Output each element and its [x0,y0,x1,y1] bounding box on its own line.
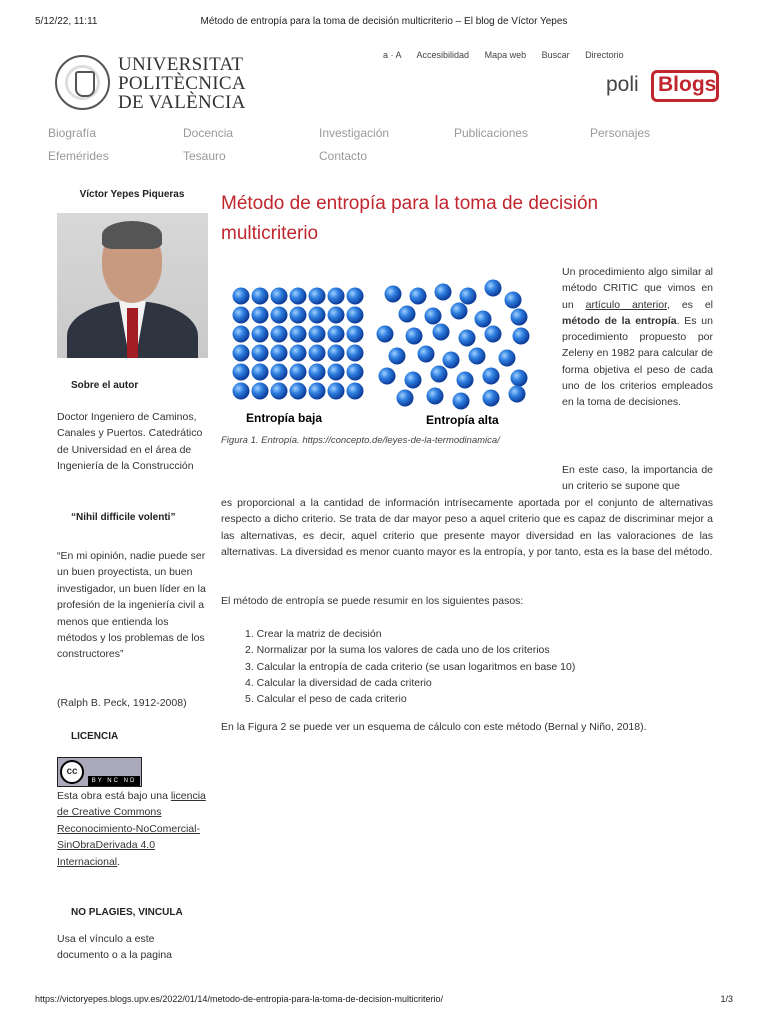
author-name: Víctor Yepes Piqueras [79,189,185,200]
cc-license-badge-icon[interactable] [57,757,142,787]
ordered-ball [233,345,250,362]
intro-text: . Es un procedimiento propuesto por Zeleny en 1982 para calcular de forma objetiva el peso de cada uno de los criterios empleados en la toma de decisiones. [562,314,713,409]
random-ball [499,350,516,367]
nav-efemerides[interactable]: Efemérides [48,149,109,163]
intro-bold: método de la entropía [562,314,677,327]
paragraph-2-start: En este caso, la importancia de un criterio se supone que [562,464,713,493]
random-ball [427,388,444,405]
ordered-ball [347,345,364,362]
print-page: 1/3 [720,994,733,1004]
random-ball [418,346,435,363]
ordered-ball [290,326,307,343]
entropy-figure [221,276,546,431]
author-photo [57,213,208,358]
ordered-ball [233,383,250,400]
random-ball [460,288,477,305]
quote-text: “En mi opinión, nadie puede ser un buen proyectista, un buen investigador, un buen líder en la profesión de la ingeniería civil a menos que entienda los métodos y los problemas de los constructores” [57,550,206,661]
random-ball [379,368,396,385]
ordered-ball [233,326,250,343]
cc-terms: BY NC ND [88,776,140,786]
nav-tesauro[interactable]: Tesauro [183,149,226,163]
ordered-ball [252,307,269,324]
random-ball [399,306,416,323]
ordered-ball [347,307,364,324]
quote-author: (Ralph B. Peck, 1912-2008) [57,697,187,709]
random-ball [457,372,474,389]
ordered-ball [271,288,288,305]
poliblogs-blogs[interactable]: Blogs [658,73,717,96]
ordered-ball [252,364,269,381]
noplagies-heading: NO PLAGIES, VINCULA [71,907,183,918]
random-ball [433,324,450,341]
steps-list [245,626,575,707]
license-heading: LICENCIA [71,731,119,742]
top-links [383,50,637,60]
nav-docencia[interactable]: Docencia [183,126,234,140]
paragraph-4: En la Figura 2 se puede ver un esquema de cálculo con este método (Bernal y Niño, 2018). [221,721,647,733]
ordered-ball [328,383,345,400]
nav-investigacion[interactable]: Investigación [319,126,390,140]
list-item: 5. Calcular el peso de cada criterio [245,693,407,706]
ordered-ball [328,364,345,381]
ordered-ball [252,383,269,400]
random-ball [385,286,402,303]
ordered-ball [252,345,269,362]
nav-publicaciones[interactable]: Publicaciones [454,126,529,140]
random-ball [505,292,522,309]
university-logo-text[interactable] [118,55,246,112]
entropy-figure-graphic [221,276,546,431]
random-ball [475,311,492,328]
low-entropy-label: Entropía baja [246,411,323,425]
ordered-ball [347,326,364,343]
logo-line: UNIVERSITAT [118,54,244,75]
random-ball [431,366,448,383]
ordered-ball [271,364,288,381]
logo-line: DE VALÈNCIA [118,92,246,113]
ordered-ball [347,383,364,400]
license-suffix: . [117,855,121,868]
random-ball [483,390,500,407]
random-ball [483,368,500,385]
ordered-ball [271,326,288,343]
figure-caption: Figura 1. Entropía. https://concepto.de/leyes-de-la-termodinamica/ [221,435,500,446]
directory-link[interactable]: Directorio [585,50,624,60]
random-ball [459,330,476,347]
print-title: Método de entropía para la toma de decisión multicriterio – El blog de Víctor Yepes [200,16,568,27]
random-ball [389,348,406,365]
ordered-ball [309,288,326,305]
ordered-ball [290,345,307,362]
ordered-ball [290,307,307,324]
list-item: 4. Calcular la diversidad de cada criterio [245,676,432,689]
ordered-ball [309,383,326,400]
upv-seal-icon[interactable] [55,55,110,110]
ordered-ball [271,345,288,362]
random-ball [443,352,460,369]
cc-symbol: cc [60,760,84,784]
sitemap-link[interactable]: Mapa web [484,50,527,60]
license-link[interactable]: licencia de Creative Commons Reconocimiento-NoComercial-SinObraDerivada 4.0 Internacional [57,790,206,868]
ordered-ball [252,288,269,305]
random-ball [453,393,470,410]
random-ball [405,372,422,389]
ordered-ball [328,345,345,362]
random-ball [485,280,502,297]
paragraph-3: El método de entropía se puede resumir en los siguientes pasos: [221,595,524,607]
font-size-link[interactable]: a · A [383,50,402,60]
ordered-ball [309,364,326,381]
ordered-ball [347,288,364,305]
ordered-ball [290,288,307,305]
nav-biografia[interactable]: Biografía [48,126,97,140]
list-item: 1. Crear la matriz de decisión [245,628,382,640]
accessibility-link[interactable]: Accesibilidad [416,50,470,60]
noplagies-text: Usa el vínculo a este documento o a la pagina [57,933,173,962]
ordered-ball [290,364,307,381]
intro-text: Un procedimiento algo similar al método CRITIC que vimos en un [562,266,713,311]
ordered-ball [290,383,307,400]
poliblogs-poli[interactable]: poli [606,73,639,96]
ordered-ball [309,326,326,343]
print-url: https://victoryepes.blogs.upv.es/2022/01/14/metodo-de-entropia-para-la-toma-de-decision-multicriterio/ [35,994,444,1004]
article-title: Método de entropía para la toma de decisión multicriterio [221,193,599,244]
low-entropy-balls [233,288,364,400]
high-entropy-label: Entropía alta [426,413,499,427]
list-item: 3. Calcular la entropía de cada criterio (se usan logaritmos en base 10) [245,660,576,673]
motto-heading: “Nihil difficile volenti” [71,512,176,523]
ordered-ball [233,364,250,381]
license-prefix: Esta obra está bajo una [57,790,168,802]
ordered-ball [347,364,364,381]
intro-text: , es el [666,298,713,311]
high-entropy-balls [377,280,530,410]
random-ball [469,348,486,365]
ordered-ball [233,307,250,324]
ordered-ball [328,307,345,324]
list-item: 2. Normalizar por la suma los valores de cada uno de los criterios [245,644,550,657]
paragraph-2: es proporcional a la cantidad de información intrísecamente aportada por el conjunto de alternativas respecto a dicho criterio. Se trata de dar mayor peso a aquel criterio que es capaz de discriminar mejor a las alternativas, es decir, aquel criterio que presente mayor diversidad en las valoraciones de las alternativas. La diversidad es menor cuanto mayor es la entropía, y por tanto, esta es la base del método. [221,497,713,558]
ordered-ball [252,326,269,343]
random-ball [410,288,427,305]
random-ball [377,326,394,343]
nav-personajes[interactable]: Personajes [590,126,651,140]
logo-line: POLITÈCNICA [118,73,246,94]
random-ball [451,303,468,320]
about-heading: Sobre el autor [71,380,139,391]
random-ball [511,370,528,387]
random-ball [397,390,414,407]
intro-paragraph [562,264,713,411]
ordered-ball [309,345,326,362]
search-link[interactable]: Buscar [541,50,570,60]
license-text [57,788,207,870]
random-ball [406,328,423,345]
random-ball [513,328,530,345]
random-ball [435,284,452,301]
random-ball [509,386,526,403]
random-ball [485,326,502,343]
ordered-ball [328,288,345,305]
print-date: 5/12/22, 11:11 [35,16,98,27]
ordered-ball [328,326,345,343]
nav-contacto[interactable]: Contacto [319,149,368,163]
random-ball [511,309,528,326]
previous-article-link[interactable]: artículo anterior [585,298,667,311]
ordered-ball [271,383,288,400]
random-ball [425,308,442,325]
ordered-ball [271,307,288,324]
ordered-ball [309,307,326,324]
about-text: Doctor Ingeniero de Caminos, Canales y Puertos. Catedrático de Universidad en el área de Ingeniería de la Construcción [57,411,203,473]
ordered-ball [233,288,250,305]
